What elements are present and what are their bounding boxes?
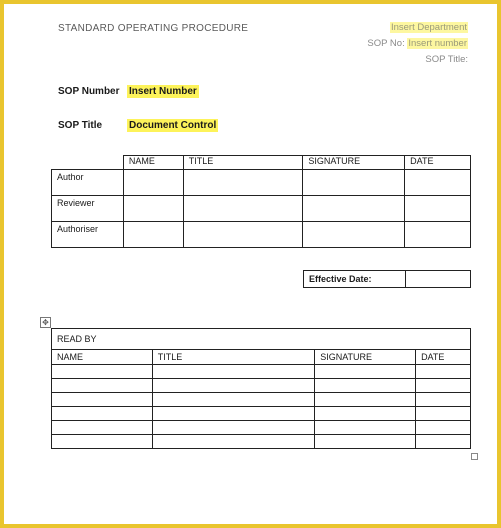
sop-no-placeholder[interactable]: Insert number bbox=[408, 38, 467, 49]
effective-date-label: Effective Date: bbox=[304, 271, 406, 288]
document-header-title: STANDARD OPERATING PROCEDURE bbox=[58, 23, 249, 34]
reviewer-title-cell[interactable] bbox=[183, 196, 303, 222]
read-by-name-cell[interactable] bbox=[52, 365, 153, 379]
read-by-date-cell[interactable] bbox=[416, 365, 471, 379]
approval-table bbox=[51, 155, 471, 248]
sop-title-value[interactable]: Document Control bbox=[129, 120, 217, 131]
read-by-name-cell[interactable] bbox=[52, 421, 153, 435]
reviewer-name-cell[interactable] bbox=[123, 196, 183, 222]
approval-row-authoriser bbox=[52, 222, 471, 248]
read-by-col-signature: SIGNATURE bbox=[315, 350, 416, 365]
author-title-cell[interactable] bbox=[183, 170, 303, 196]
read-by-col-date: DATE bbox=[416, 350, 471, 365]
approval-header-empty bbox=[52, 156, 124, 170]
authoriser-name-cell[interactable] bbox=[123, 222, 183, 248]
document-page bbox=[4, 4, 497, 524]
table-row bbox=[52, 407, 471, 421]
row-label-reviewer: Reviewer bbox=[52, 196, 124, 222]
header-sop-no bbox=[367, 36, 468, 51]
sop-no-label: SOP No: bbox=[367, 38, 405, 49]
read-by-title-cell[interactable] bbox=[152, 407, 314, 421]
author-date-cell[interactable] bbox=[405, 170, 471, 196]
table-move-handle-icon[interactable]: ✥ bbox=[40, 317, 51, 328]
read-by-date-cell[interactable] bbox=[416, 407, 471, 421]
effective-date-table bbox=[303, 270, 471, 288]
read-by-table bbox=[51, 328, 471, 449]
sop-title-header-label: SOP Title: bbox=[425, 54, 468, 65]
sop-number-label: SOP Number bbox=[58, 86, 120, 97]
header-sop-title bbox=[425, 52, 468, 67]
row-label-authoriser: Authoriser bbox=[52, 222, 124, 248]
read-by-title-cell[interactable] bbox=[152, 379, 314, 393]
approval-header-row bbox=[52, 156, 471, 170]
author-name-cell[interactable] bbox=[123, 170, 183, 196]
approval-row-reviewer bbox=[52, 196, 471, 222]
sop-number-value[interactable]: Insert Number bbox=[129, 86, 197, 97]
read-by-date-cell[interactable] bbox=[416, 421, 471, 435]
read-by-name-cell[interactable] bbox=[52, 393, 153, 407]
author-signature-cell[interactable] bbox=[303, 170, 405, 196]
sop-title-label: SOP Title bbox=[58, 120, 103, 131]
table-row bbox=[52, 365, 471, 379]
effective-date-cell[interactable] bbox=[405, 271, 471, 288]
read-by-name-cell[interactable] bbox=[52, 407, 153, 421]
approval-col-signature: SIGNATURE bbox=[303, 156, 405, 170]
table-row bbox=[52, 435, 471, 449]
approval-col-date: DATE bbox=[405, 156, 471, 170]
read-by-name-cell[interactable] bbox=[52, 435, 153, 449]
read-by-signature-cell[interactable] bbox=[315, 435, 416, 449]
read-by-col-title: TITLE bbox=[152, 350, 314, 365]
header-department bbox=[390, 20, 468, 35]
table-resize-handle-icon[interactable] bbox=[471, 453, 478, 460]
read-by-date-cell[interactable] bbox=[416, 435, 471, 449]
department-placeholder[interactable]: Insert Department bbox=[390, 22, 467, 33]
authoriser-title-cell[interactable] bbox=[183, 222, 303, 248]
read-by-title: READ BY bbox=[52, 329, 471, 350]
read-by-title-cell[interactable] bbox=[152, 435, 314, 449]
read-by-date-cell[interactable] bbox=[416, 393, 471, 407]
read-by-title-cell[interactable] bbox=[152, 393, 314, 407]
read-by-signature-cell[interactable] bbox=[315, 393, 416, 407]
read-by-name-cell[interactable] bbox=[52, 379, 153, 393]
reviewer-signature-cell[interactable] bbox=[303, 196, 405, 222]
read-by-date-cell[interactable] bbox=[416, 379, 471, 393]
read-by-signature-cell[interactable] bbox=[315, 407, 416, 421]
table-row bbox=[52, 421, 471, 435]
row-label-author: Author bbox=[52, 170, 124, 196]
read-by-title-cell[interactable] bbox=[152, 365, 314, 379]
read-by-signature-cell[interactable] bbox=[315, 365, 416, 379]
read-by-title-cell[interactable] bbox=[152, 421, 314, 435]
approval-row-author bbox=[52, 170, 471, 196]
approval-col-name: NAME bbox=[123, 156, 183, 170]
table-row bbox=[52, 379, 471, 393]
read-by-header-row bbox=[52, 350, 471, 365]
read-by-col-name: NAME bbox=[52, 350, 153, 365]
authoriser-date-cell[interactable] bbox=[405, 222, 471, 248]
read-by-signature-cell[interactable] bbox=[315, 379, 416, 393]
authoriser-signature-cell[interactable] bbox=[303, 222, 405, 248]
read-by-signature-cell[interactable] bbox=[315, 421, 416, 435]
table-row bbox=[52, 393, 471, 407]
approval-col-title: TITLE bbox=[183, 156, 303, 170]
reviewer-date-cell[interactable] bbox=[405, 196, 471, 222]
